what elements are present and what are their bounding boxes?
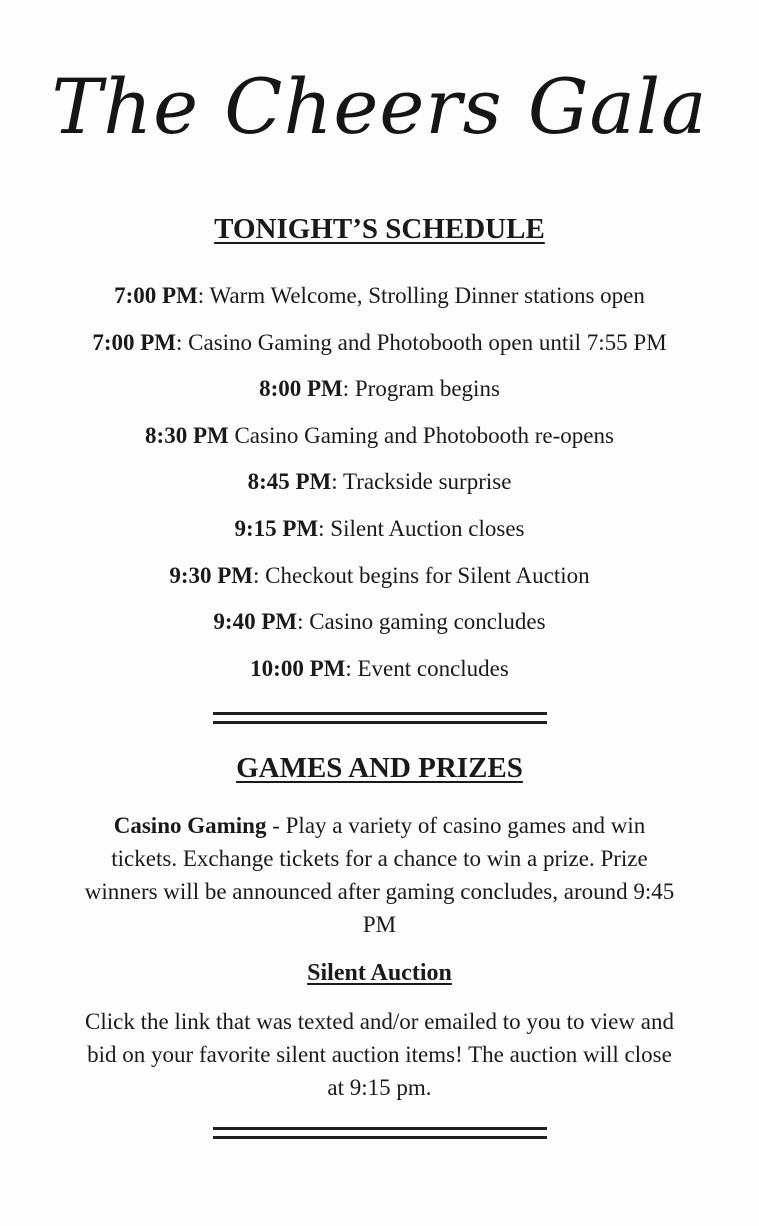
schedule-text: Silent Auction closes: [324, 515, 525, 541]
schedule-text: Casino Gaming and Photobooth re-opens: [228, 422, 614, 448]
schedule-separator: :: [345, 655, 352, 681]
double-rule-divider: [213, 712, 547, 726]
schedule-time: 7:00 PM: [114, 283, 198, 308]
event-title: The Cheers Gala: [51, 62, 708, 151]
schedule-separator: :: [197, 283, 205, 308]
schedule-separator: :: [297, 609, 304, 635]
schedule-separator: :: [318, 515, 325, 541]
schedule-time: 9:40 PM: [213, 609, 298, 635]
schedule-list: [0, 280, 759, 699]
schedule-separator: :: [331, 469, 338, 495]
schedule-text: Checkout begins for Silent Auction: [259, 562, 590, 588]
schedule-separator: :: [342, 376, 350, 402]
schedule-time: 8:45 PM: [247, 469, 332, 495]
silent-auction-heading: Silent Auction: [307, 960, 452, 986]
schedule-item: [0, 466, 759, 513]
schedule-text: Casino Gaming and Photobooth open until 7:55 PM: [182, 329, 667, 355]
schedule-time: 9:30 PM: [169, 562, 253, 588]
schedule-time: 9:15 PM: [234, 515, 319, 541]
schedule-item: [0, 606, 759, 653]
schedule-item: [0, 280, 759, 327]
silent-auction-text: Click the link that was texted and/or emailed to you to view and bid on your favorite silent auction items! The auction will close at 9:15 pm.: [85, 1009, 674, 1100]
schedule-item: [0, 420, 759, 467]
schedule-text: Warm Welcome, Strolling Dinner stations open: [204, 283, 645, 308]
schedule-time: 7:00 PM: [92, 329, 176, 355]
casino-gaming-label: Casino Gaming: [113, 813, 267, 838]
games-heading: GAMES AND PRIZES: [236, 752, 523, 784]
schedule-text: Casino gaming concludes: [303, 609, 546, 635]
schedule-text: Program begins: [349, 376, 500, 402]
schedule-text: Trackside surprise: [337, 469, 512, 495]
schedule-item: [0, 653, 759, 700]
schedule-separator: :: [176, 329, 183, 355]
schedule-time: 8:00 PM: [259, 376, 343, 402]
schedule-separator: :: [253, 562, 260, 588]
schedule-item: [0, 327, 759, 374]
schedule-time: 10:00 PM: [250, 655, 346, 681]
schedule-item: [0, 373, 759, 420]
schedule-text: Event concludes: [351, 655, 509, 681]
schedule-item: [0, 560, 759, 607]
casino-gaming-text: - Play a variety of casino games and win tickets. Exchange tickets for a chance to win a prize. Prize winners will be announced after gaming concludes, around 9:45 PM: [84, 813, 675, 937]
casino-gaming-description: [80, 809, 679, 941]
schedule-item: [0, 513, 759, 560]
double-rule-divider: [213, 1127, 547, 1141]
schedule-time: 8:30 PM: [145, 422, 229, 448]
schedule-heading: TONIGHT’S SCHEDULE: [214, 213, 545, 245]
